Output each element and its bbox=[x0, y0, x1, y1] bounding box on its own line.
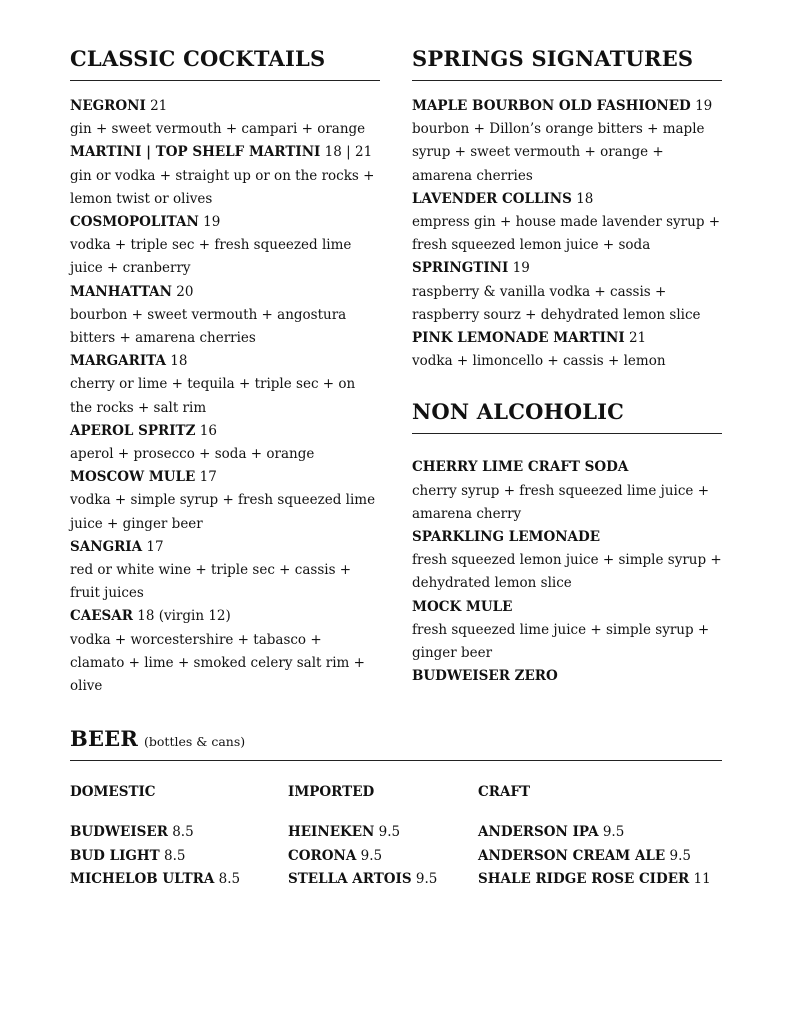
beer-title: BEER bbox=[70, 726, 139, 751]
beer-item-name: ANDERSON IPA bbox=[478, 824, 599, 840]
menu-item-title-line bbox=[412, 665, 722, 688]
divider bbox=[70, 80, 380, 81]
divider bbox=[412, 433, 722, 434]
menu-item-price: 20 bbox=[171, 283, 194, 300]
menu-item-name: MARTINI | TOP SHELF MARTINI bbox=[70, 144, 321, 161]
menu-item-description: vodka + triple sec + fresh squeezed lime juice + cranberry bbox=[70, 237, 352, 277]
menu-item bbox=[412, 95, 722, 188]
menu-item-description: bourbon + Dillon’s orange bitters + maple syrup + sweet vermouth + orange + amarena cherries bbox=[412, 121, 705, 184]
menu-item-title-line bbox=[70, 211, 380, 234]
menu-item-description: vodka + simple syrup + fresh squeezed lime juice + ginger beer bbox=[70, 492, 376, 532]
beer-item bbox=[70, 845, 240, 869]
classic-cocktails-title: CLASSIC COCKTAILS bbox=[70, 46, 326, 71]
menu-item-price: 21 bbox=[624, 330, 647, 347]
beer-item-price: 9.5 bbox=[411, 871, 438, 887]
menu-item-name: MANHATTAN bbox=[70, 283, 172, 300]
menu-item-name: LAVENDER COLLINS bbox=[412, 190, 572, 207]
menu-item-price: 16 bbox=[195, 422, 217, 439]
menu-item-price: 19 bbox=[690, 98, 713, 114]
menu-item bbox=[70, 95, 380, 141]
menu-item bbox=[412, 188, 722, 258]
beer-columns bbox=[70, 781, 722, 901]
menu-item-title-line bbox=[412, 188, 722, 211]
beer-item-name: STELLA ARTOIS bbox=[288, 871, 412, 887]
beer-item-name: SHALE RIDGE ROSE CIDER bbox=[478, 871, 690, 887]
menu-item-name: CHERRY LIME CRAFT SODA bbox=[412, 459, 629, 476]
menu-item bbox=[412, 596, 722, 666]
menu-item-title-line bbox=[70, 350, 380, 373]
menu-item-name: SANGRIA bbox=[70, 538, 143, 555]
beer-item-name: MICHELOB ULTRA bbox=[70, 871, 215, 887]
menu-item-title-line bbox=[70, 466, 380, 489]
divider bbox=[412, 80, 722, 81]
beer-item bbox=[288, 845, 437, 869]
menu-item-name: MOSCOW MULE bbox=[70, 469, 196, 486]
beer-item bbox=[70, 868, 240, 892]
menu-item bbox=[70, 281, 380, 351]
beer-item-price: 9.5 bbox=[374, 824, 401, 840]
menu-item-name: MAPLE BOURBON OLD FASHIONED bbox=[412, 98, 691, 114]
menu-item-name: BUDWEISER ZERO bbox=[412, 668, 558, 685]
menu-item bbox=[412, 257, 722, 327]
beer-item-name: ANDERSON CREAM ALE bbox=[478, 847, 666, 864]
beer-item-name: BUD LIGHT bbox=[70, 847, 160, 864]
menu-item-description: aperol + prosecco + soda + orange bbox=[70, 446, 315, 463]
beer-item-price: 8.5 bbox=[159, 847, 186, 864]
menu-item-title-line bbox=[70, 281, 380, 304]
menu-item-description: red or white wine + triple sec + cassis + fruit juices bbox=[70, 562, 352, 602]
menu-item-price: 18 | 21 bbox=[320, 144, 373, 161]
menu-item-description: vodka + limoncello + cassis + lemon bbox=[412, 353, 666, 370]
non-alcoholic-section bbox=[412, 397, 722, 688]
menu-item bbox=[70, 350, 380, 420]
beer-item bbox=[478, 821, 711, 845]
beer-column-heading: IMPORTED bbox=[288, 784, 375, 800]
beer-item-price: 9.5 bbox=[598, 824, 625, 840]
beer-item-price: 8.5 bbox=[167, 824, 194, 840]
beer-item bbox=[70, 821, 240, 845]
beer-section bbox=[70, 724, 722, 901]
menu-item-description: vodka + worcestershire + tabasco + clamato + lime + smoked celery salt rim + olive bbox=[70, 631, 365, 695]
menu-item-price: 19 bbox=[508, 260, 530, 277]
menu-item bbox=[412, 456, 722, 526]
non-alcoholic-title: NON ALCOHOLIC bbox=[412, 399, 625, 425]
menu-item-price: 19 bbox=[198, 214, 221, 231]
menu-item-title-line bbox=[70, 95, 380, 118]
menu-item-price: 21 bbox=[145, 98, 168, 114]
menu-item-price: 17 bbox=[142, 538, 164, 555]
menu-item-description: cherry syrup + fresh squeezed lime juice + amarena cherry bbox=[412, 482, 710, 522]
menu-item-name: SPARKLING LEMONADE bbox=[412, 529, 601, 546]
beer-item bbox=[288, 868, 437, 892]
menu-item-description: fresh squeezed lime juice + simple syrup + ginger beer bbox=[412, 621, 710, 662]
menu-item-title-line bbox=[70, 605, 380, 628]
menu-item bbox=[70, 605, 380, 698]
menu-item-name: MOCK MULE bbox=[412, 598, 513, 615]
menu-item-description: empress gin + house made lavender syrup + fresh squeezed lemon juice + soda bbox=[412, 214, 721, 254]
menu-item-title-line bbox=[70, 420, 380, 443]
menu-item-description: bourbon + sweet vermouth + angostura bitters + amarena cherries bbox=[70, 306, 347, 347]
non-alcoholic-list bbox=[412, 456, 722, 688]
classic-cocktails-section bbox=[70, 44, 380, 698]
menu-item-name: NEGRONI bbox=[70, 98, 146, 114]
beer-column-heading: CRAFT bbox=[478, 784, 531, 800]
springs-signatures-section bbox=[412, 44, 722, 688]
menu-item-description: raspberry & vanilla vodka + cassis + raspberry sourz + dehydrated lemon slice bbox=[412, 283, 701, 323]
menu-item-name: COSMOPOLITAN bbox=[70, 214, 199, 231]
menu-item bbox=[70, 420, 380, 466]
beer-column-heading: DOMESTIC bbox=[70, 784, 156, 800]
menu-item-description: cherry or lime + tequila + triple sec + on the rocks + salt rim bbox=[70, 376, 356, 416]
menu-item bbox=[70, 536, 380, 606]
menu-item-name: CAESAR bbox=[70, 608, 133, 625]
springs-signatures-list bbox=[412, 95, 722, 373]
beer-header bbox=[70, 724, 722, 754]
beer-item-price: 9.5 bbox=[665, 847, 691, 864]
menu-item-description: gin or vodka + straight up or on the rocks + lemon twist or olives bbox=[70, 167, 375, 207]
beer-item-name: HEINEKEN bbox=[288, 824, 375, 840]
classic-cocktails-list bbox=[70, 95, 380, 698]
beer-column-craft bbox=[478, 781, 711, 892]
divider bbox=[70, 760, 722, 761]
beer-item bbox=[478, 868, 711, 892]
beer-item bbox=[288, 821, 437, 845]
menu-item-name: SPRINGTINI bbox=[412, 260, 509, 277]
menu-item bbox=[412, 526, 722, 596]
menu-item-title-line bbox=[70, 536, 380, 559]
menu-item bbox=[70, 141, 380, 211]
menu-item-price: 18 (virgin 12) bbox=[132, 608, 231, 625]
menu-item bbox=[412, 327, 722, 373]
menu-item-price: 18 bbox=[571, 190, 594, 207]
beer-column-imported bbox=[288, 781, 437, 892]
menu-item-price: 17 bbox=[195, 469, 217, 486]
menu-item-title-line bbox=[412, 456, 722, 479]
beer-subtitle: (bottles & cans) bbox=[144, 734, 246, 749]
menu-item bbox=[70, 211, 380, 281]
beer-item-price: 9.5 bbox=[356, 847, 383, 864]
beer-item-name: BUDWEISER bbox=[70, 824, 168, 840]
menu-item-title-line bbox=[412, 327, 722, 350]
menu-item bbox=[412, 665, 722, 688]
menu-item-description: fresh squeezed lemon juice + simple syrup + dehydrated lemon slice bbox=[412, 552, 722, 592]
beer-item-price: 11 bbox=[689, 871, 711, 887]
beer-item bbox=[478, 845, 711, 869]
menu-item-title-line bbox=[412, 257, 722, 280]
menu-item-name: PINK LEMONADE MARTINI bbox=[412, 330, 625, 347]
springs-signatures-title: SPRINGS SIGNATURES bbox=[412, 46, 694, 71]
menu-item-title-line bbox=[412, 596, 722, 619]
menu-item-title-line bbox=[70, 141, 380, 164]
menu-item-price: 18 bbox=[165, 353, 188, 370]
beer-column-domestic bbox=[70, 781, 240, 892]
beer-item-price: 8.5 bbox=[214, 871, 241, 887]
menu-item-name: MARGARITA bbox=[70, 353, 166, 370]
menu-item-title-line bbox=[412, 526, 722, 549]
menu-item-name: APEROL SPRITZ bbox=[70, 422, 196, 439]
menu-item bbox=[70, 466, 380, 536]
menu-item-description: gin + sweet vermouth + campari + orange bbox=[70, 121, 366, 138]
menu-item-title-line bbox=[412, 95, 722, 118]
beer-item-name: CORONA bbox=[288, 847, 357, 864]
